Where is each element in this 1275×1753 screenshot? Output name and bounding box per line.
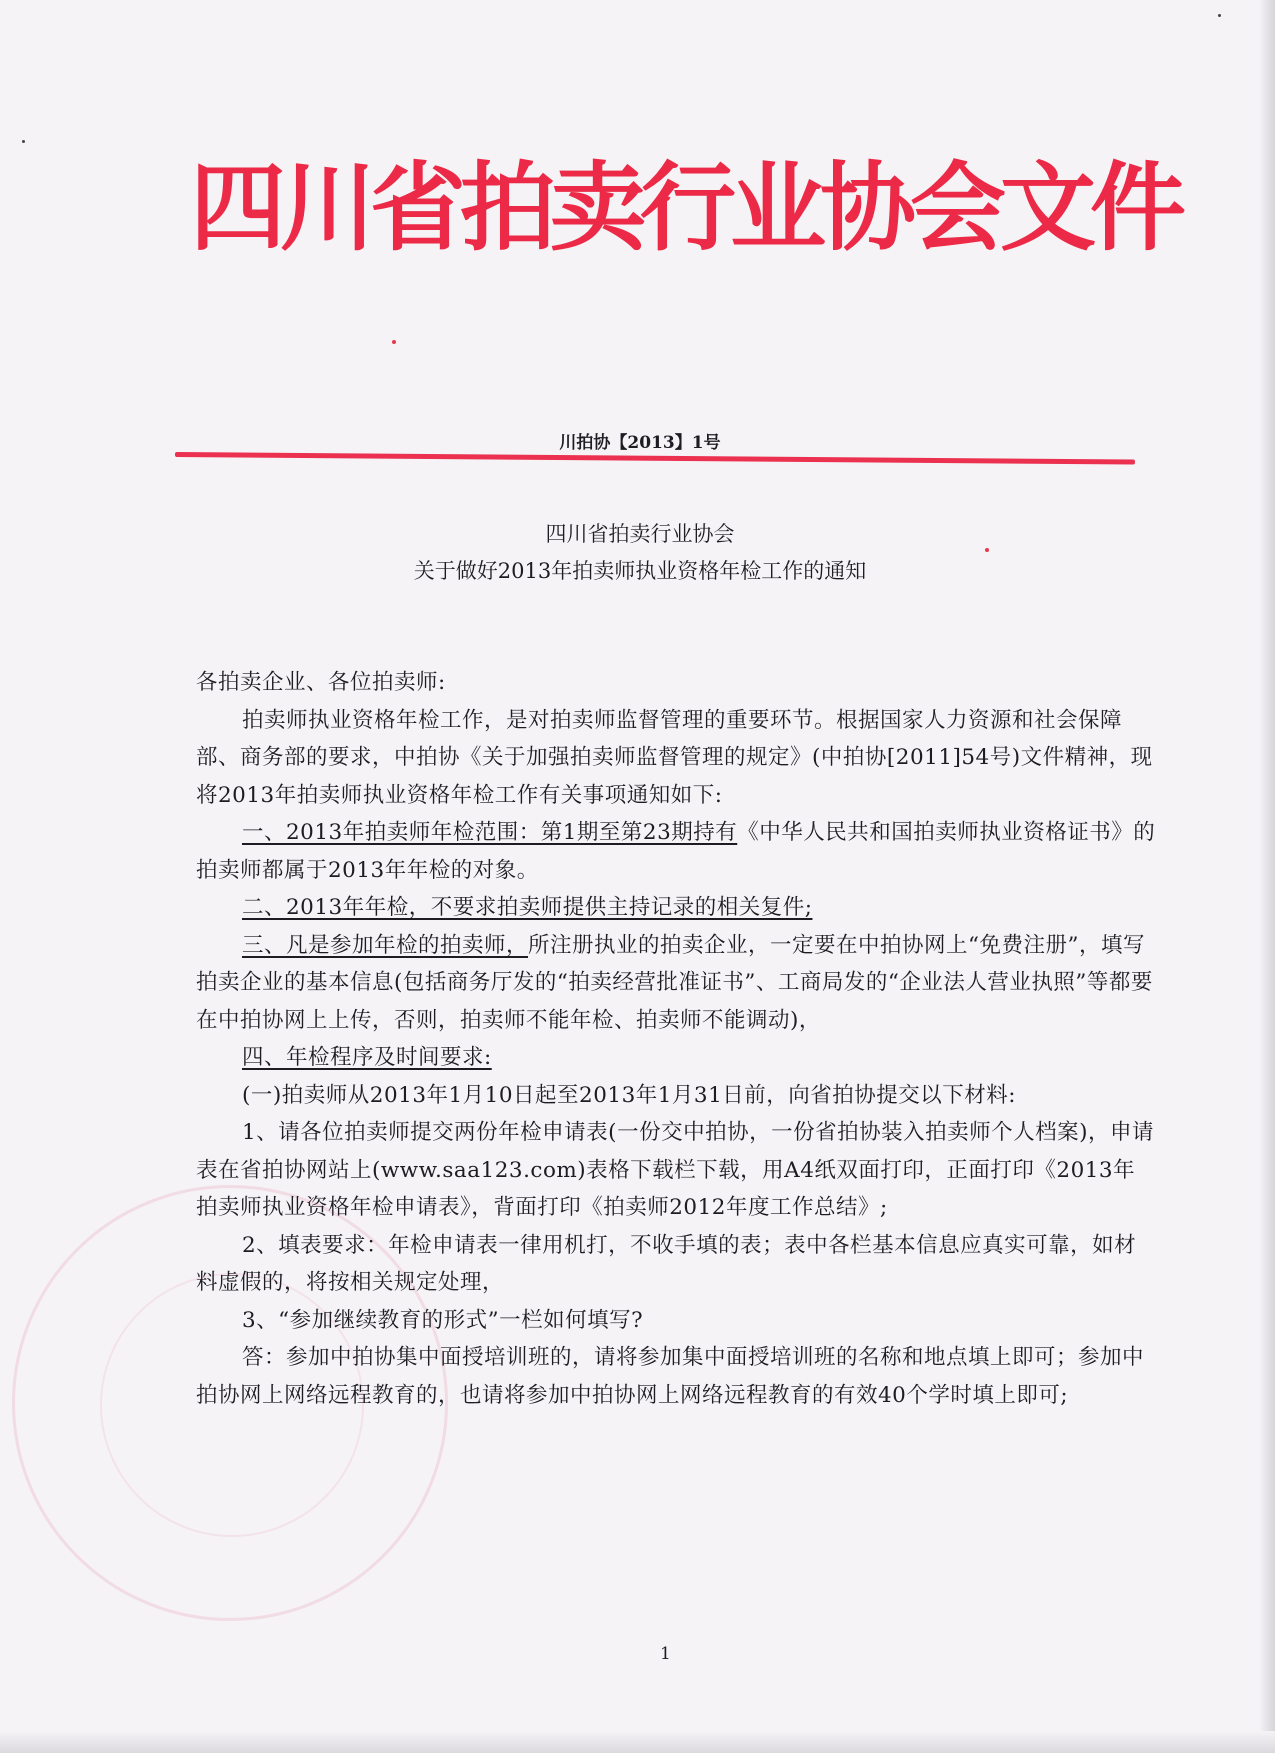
item-1-paragraph [196, 814, 1156, 889]
page-edge-shadow [1259, 0, 1275, 1753]
item-3-paragraph [196, 927, 1156, 1040]
scan-speck [1218, 14, 1221, 17]
scan-speck [22, 140, 25, 143]
item-1-text: 《中华人民共和国拍卖师执业资格证书》的拍卖师都属于2013年年检的对象。 [196, 820, 1156, 883]
item-4-underlined: 四、年检程序及时间要求: [242, 1045, 492, 1070]
sub-1-paragraph: (一)拍卖师从2013年1月10日起至2013年1月31日前，向省拍协提交以下材料: [242, 1082, 1017, 1108]
page-number: 1 [660, 1644, 671, 1664]
salutation: 各拍卖企业、各位拍卖师: [196, 670, 446, 695]
point-2-paragraph: 2、填表要求：年检申请表一律用机打，不收手填的表；表中各栏基本信息应真实可靠，如材料虚假的，将按相关规定处理， [196, 1232, 1137, 1295]
notice-title-subject: 关于做好2013年拍卖师执业资格年检工作的通知 [413, 559, 867, 583]
item-2-paragraph [196, 889, 1156, 927]
red-mark [392, 340, 396, 344]
document-number: 川拍协【2013】1号 [559, 433, 721, 453]
answer-paragraph: 答：参加中拍协集中面授培训班的，请将参加集中面授培训班的名称和地点填上即可；参加中拍协网上网络远程教育的，也请将参加中拍协网上网络远程教育的有效40个学时填上即可; [196, 1345, 1145, 1408]
point-3-paragraph: 3、“参加继续教育的形式”一栏如何填写? [242, 1307, 644, 1333]
intro-paragraph: 拍卖师执业资格年检工作，是对拍卖师监督管理的重要环节。根据国家人力资源和社会保障部、商务部的要求，中拍协《关于加强拍卖师监督管理的规定》(中拍协[2011]54号)文件精神，现将2013年拍卖师执业资格年检工作有关事项通知如下: [196, 707, 1153, 808]
item-3-text: 所注册执业的拍卖企业，一定要在中拍协网上“免费注册”，填写拍卖企业的基本信息(包括商务厅发的“拍卖经营批准证书”、工商局发的“企业法人营业执照”等都要在中拍协网上上传，否则，拍卖师不能年检、拍卖师不能调动)， [196, 932, 1153, 1033]
notice-title-issuer: 四川省拍卖行业协会 [545, 522, 735, 546]
document-masthead: 四川省拍卖行业协会文件 [190, 152, 1180, 264]
item-1-underlined: 一、2013年拍卖师年检范围：第1期至第23期持有 [242, 820, 738, 845]
red-separator-rule [175, 452, 1135, 465]
item-3-underlined: 三、凡是参加年检的拍卖师， [242, 932, 529, 958]
item-2-underlined: 二、2013年年检，不要求拍卖师提供主持记录的相关复件; [242, 895, 813, 920]
item-4-paragraph [196, 1039, 1156, 1077]
red-mark [985, 548, 989, 552]
page-bottom-shadow [0, 1731, 1275, 1753]
point-1-paragraph: 1、请各位拍卖师提交两份年检申请表(一份交中拍协，一份省拍协装入拍卖师个人档案)，申请表在省拍协网站上(www.saa123.com)表格下载栏下载，用A4纸双面打印，正面打印《2013年拍卖师执业资格年检申请表》，背面打印《拍卖师2012年度工作总结》; [196, 1120, 1154, 1220]
notice-body [196, 664, 1156, 1414]
